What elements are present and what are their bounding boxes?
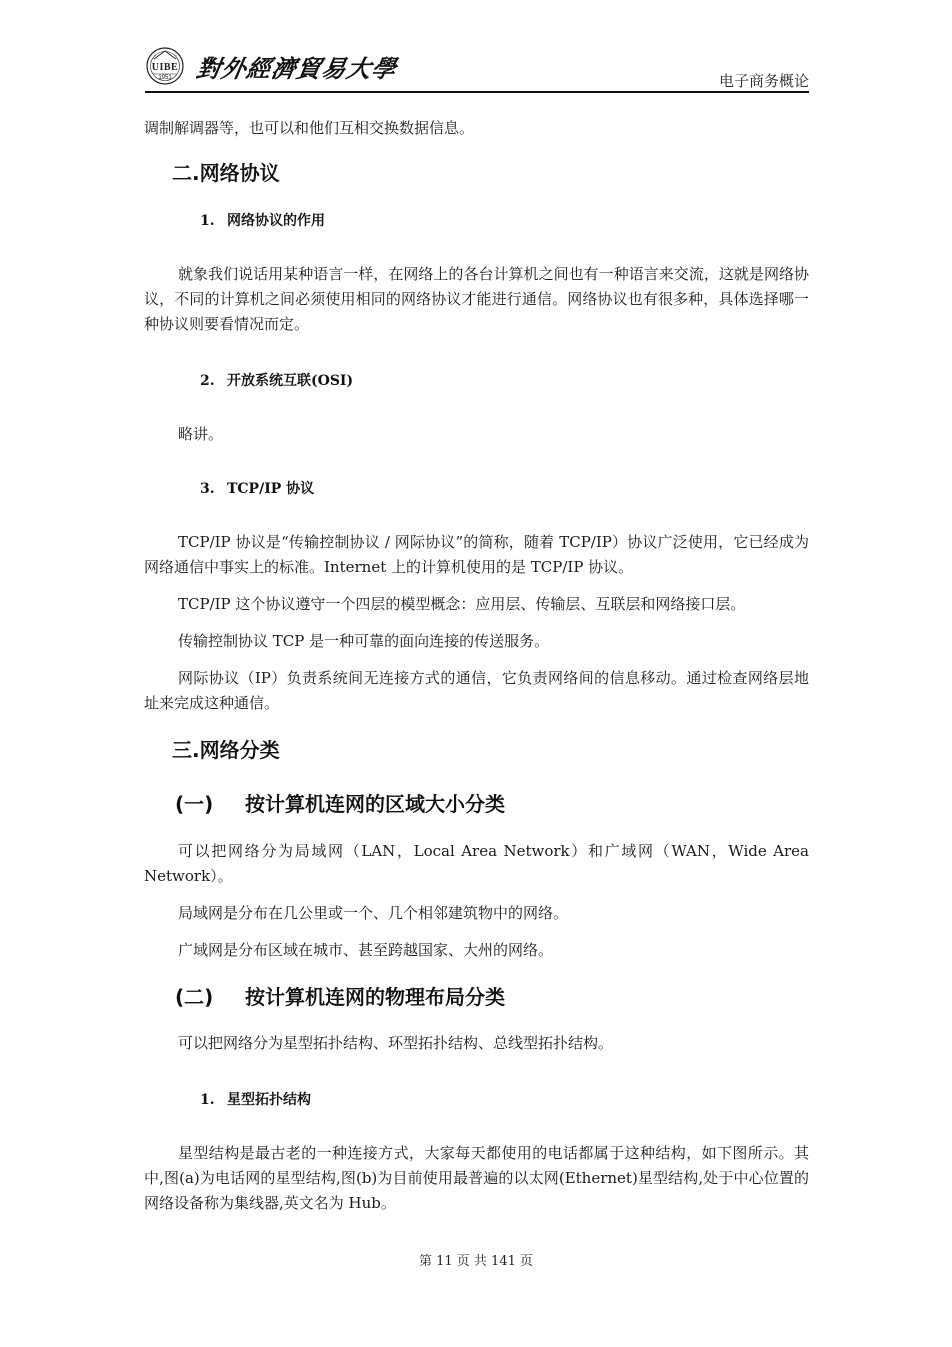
- paragraph-protocol-role: 就象我们说话用某种语言一样，在网络上的各台计算机之间也有一种语言来交流，这就是网络协议，不同的计算机之间必须使用相同的网络协议才能进行通信。网络协议也有很多种，具体选择哪一种协议则要看情况而定。: [144, 265, 809, 333]
- course-title: 电子商务概论: [718, 72, 809, 90]
- paragraph-tcpip-definition: TCP/IP 协议是“传输控制协议 / 网际协议”的简称，随着 TCP/IP）协议广泛使用，它已经成为网络通信中事实上的标准。Internet 上的计算机使用的是 TCP/IP 协议。: [144, 533, 809, 576]
- page-number: 第 11 页 共 141 页: [418, 1254, 534, 1269]
- section-title-classification: 三.网络分类: [172, 738, 280, 762]
- paragraph-lan-definition: 局域网是分布在几公里或一个、几个相邻建筑物中的网络。: [178, 904, 569, 922]
- subsection-number: 1.: [200, 213, 215, 229]
- paragraph-star-topology: 星型结构是最古老的一种连接方式，大家每天都使用的电话都属于这种结构，如下图所示。其中,图(a)为电话网的星型结构,图(b)为目前使用最普遍的以太网(Ethernet)星型结构,处于中心位置的网络设备称为集线器,英文名为 Hub。: [144, 1144, 809, 1212]
- subsection-heading-star: [200, 1089, 311, 1109]
- subsection-heading-tcpip: [200, 478, 314, 498]
- university-name: 對外經濟貿易大學: [194, 53, 400, 83]
- subsection-heading-osi: [200, 370, 353, 390]
- paragraph-topology-types: 可以把网络分为星型拓扑结构、环型拓扑结构、总线型拓扑结构。: [178, 1034, 614, 1052]
- paragraph-wan-definition: 广域网是分布区域在城市、甚至跨越国家、大州的网络。: [178, 941, 554, 959]
- subsection-title: 星型拓扑结构: [227, 1092, 311, 1108]
- subsection-number: 2.: [200, 373, 215, 389]
- logo-abbrev: UIBE: [151, 62, 179, 73]
- subsection-title: 网络协议的作用: [227, 213, 325, 229]
- subsection-title: TCP/IP 协议: [227, 481, 315, 497]
- paragraph-lan-wan: 可以把网络分为局域网（LAN，Local Area Network）和广域网（WAN，Wide Area Network）。: [144, 842, 809, 885]
- subsection-number: 1.: [200, 1092, 215, 1108]
- logo-year: 1951: [158, 75, 172, 81]
- classification-number: (二): [175, 985, 214, 1009]
- header-divider: [145, 91, 809, 93]
- page-header: [145, 44, 809, 94]
- classification-heading-topology: [175, 981, 505, 1010]
- paragraph-tcp-service: 传输控制协议 TCP 是一种可靠的面向连接的传送服务。: [178, 632, 550, 650]
- section-title-protocols: 二.网络协议: [172, 161, 280, 185]
- university-logo: [145, 46, 400, 86]
- paragraph-tcpip-model: TCP/IP 这个协议遵守一个四层的模型概念：应用层、传输层、互联层和网络接口层。: [178, 595, 746, 613]
- paragraph-ip-role: 网际协议（IP）负责系统间无连接方式的通信，它负责网络间的信息移动。通过检查网络层地址来完成这种通信。: [144, 669, 809, 712]
- classification-number: (一): [175, 792, 214, 816]
- classification-title: 按计算机连网的物理布局分类: [245, 985, 505, 1009]
- classification-title: 按计算机连网的区域大小分类: [245, 792, 505, 816]
- subsection-heading-protocol-role: [200, 210, 325, 230]
- paragraph-osi-brief: 略讲。: [178, 425, 224, 443]
- intro-line: 调制解调器等，也可以和他们互相交换数据信息。: [144, 119, 475, 137]
- university-seal-icon: [145, 46, 185, 86]
- subsection-title: 开放系统互联(OSI): [227, 373, 354, 389]
- classification-heading-area: [175, 788, 505, 817]
- subsection-number: 3.: [200, 481, 215, 497]
